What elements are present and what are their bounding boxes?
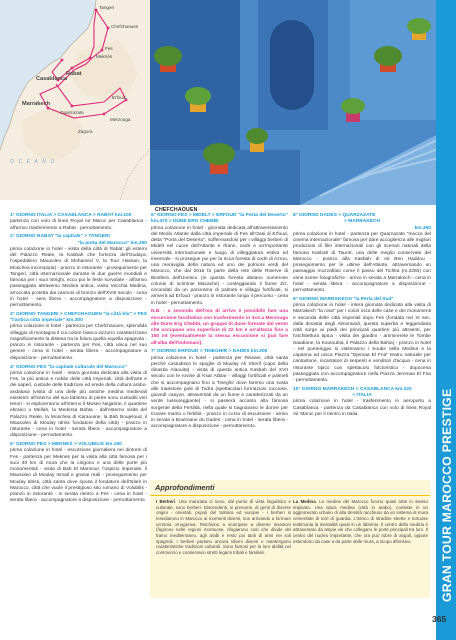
day-9-text: prima colazione in hotel - intera giornata dedicata alla visita di Marrakech "la rosa" per i colori ocra delle case e dei monumenti e seconda delle città imperiali dopo Fes (fondata nel XI sec. dalla dinastia degli Almoravidi, questa superba e leggendaria città sorge ai piedi dei principali quartieri più attraenti, per l'architettura tipica - visita dei giardini - ammirerete le Tombe Saadiane, la Koutoubia, il Palazzo della Bahia) - pranzo in hotel - nel pomeriggio si visiteranno i Souks nella Medina e la capanna ed unica Piazza "Djemaa El Fna" teatro naturale per cantastorie, incantatori di serpenti e venditori d'acqua - cena in ristorante tipico con spettacolo folcloristico - dopocena passeggiata con accompagnatore nella Piazza Jemmaa El Fna - pernottamento. [293, 303, 431, 384]
nb-note [151, 309, 288, 347]
map-label-meknes: Meknès [96, 54, 113, 59]
day-7 [151, 349, 288, 430]
berberi-body: . Una manciata ci sono, dal punto di vista linguistico e culturale, sono berberi. Discendenti, si presume, di genti di diverse origini - orientali, popoli del Sahara ed europei - i berberi si insediarono in Marocco ai momenti diversi, non arrivando a formare un'etnia omogenea. Rischiono a scampare a diverse invasioni (fugirono nelle regioni montuose, rifugiarono così che divide del tramo mediterraneo, agli arabi e resto poi tanti di armi nei soli spagnoli. I berberi parlano ancora idiomi diversi e mantengono caratteristiche tradizioni culturali. Sono famosi per la loro abilità nel commercio e conservano stretti legami tribali e familiari. [156, 499, 292, 555]
day-4-text: prima colazione in hotel - intera giornata dedicata alla visita di Fes, la più antica e nobile delle città imperiali, città dell'arte e dei saperi, custode delle tradizioni ed erede della cultura arabo-andalusa (visita di una delle più antiche medina medievali esistenti: all'interno del suo labirinto di pietre sono custoditi veri tesori - si esploreranno all'interno il Museo Nejjarine, il quartiere ebraico o Mellah, la Medersa Bahta - dall'esterno visita del Palazzo Reale, la Moschea di Karaouine, la Bab Boujeloud, il Mausoleo di Moulay Idriss fondatore della città) - pranzo in ristorante - cena in hotel - serata libera - accompagnatore a disposizione - pernottamento. [10, 370, 147, 439]
day-6 [151, 213, 288, 307]
berberi-lead: I Berberi [156, 499, 176, 504]
nb-note-text: N.B. - a seconda dell'ora di arrivo è possibile fare una escursione facoltativa con trasferimento in 4x4 a Merzouga alle Dune Erg Chebbi, un gruppo di dune formate dal vento che occupano una superficie di 22 km e un'altezza fino a 150 mt (eventualmente la stessa escursione si può fare all'alba dell'indomani). [151, 309, 288, 346]
day-6-heading: 6° GIORNO FES > MIDELT > ERFOUD "la Porta del Deserto" km.470 > DUNE ERG CHEBBI [151, 213, 288, 225]
day-10-text: prima colazione in hotel - trasferimento in aeroporto a Casablanca - partenza da Casablanca con volo di linea Royal Air Maroc per il rientro in Italia. [293, 399, 431, 417]
page-number: 365 [432, 614, 447, 624]
map-label-chefchaouen: Chefchaouen [111, 24, 139, 29]
day-4 [10, 365, 147, 440]
itinerary-map [0, 0, 150, 200]
day-6-text: prima colazione in hotel - giornata dedicata all'attraversamento del Medio Atlante dalla città imperiale di Fes all'Oasi di Erfoud, detta "Porta del Deserto", soffermandosi per i villaggi berberi di Midelt nel cuore dell'Atlante e Ifrane, cedri e un'importante università internazionale e luogo di villeggiatura estiva ed invernale - si prosegue poi per la ricca foresta di cedri di Azrou, una meraviglia della natura ed uno dei polmoni verdi del Marocco, che dal 2016 fa parte della rete delle Riserve di Biosfera dell'Unesco (in questa foresta abitano numerose colonie di scimmie Macache) - costeggiando il fiume Ziz, circondati da un panorama di palmeti e villaggi fortificati, si arriverà ad Erfoud - pranzo in ristorante lungo il percorso - cena in hotel - pernottamento. [151, 225, 288, 306]
day-8-distance: km.350 [414, 225, 431, 231]
approfondimenti-title: Approfondimenti [155, 483, 215, 492]
day-3-text: prima colazione in hotel - partenza per Chefchaouen, splendida villaggio di montagna il cui colore bianco-azzurro caratterizzano magnificamente la distesa tra la fulura quella equella spagnola - pranzo in ristorante - partenza per Fes, città unica nel suo genere - cena in hotel - serata libera - accompagnatore a disposizione - pernottamento. [10, 324, 147, 361]
map-label-fes: Fes [105, 46, 113, 51]
day-10 [293, 387, 431, 418]
map-label-casablanca: Casablanca [36, 76, 68, 82]
itinerary-column-2 [151, 213, 288, 433]
day-8-subheading: > MARRAKECH [344, 219, 380, 225]
side-brand-text: GRAN TOUR MAROCCO PRESTIGE [440, 388, 454, 602]
day-7-heading: 7° GIORNO ERFOUD > TINEGHIR > DADES km.200 [151, 349, 268, 355]
day-2-subheading: "la porta del Marocco" km.250 [77, 240, 147, 246]
approfondimenti-box [150, 480, 430, 598]
day-5-heading: 5° GIORNO FES > MEKNES > VOLUBILIS km.160 [10, 442, 122, 448]
day-3-heading: 3° GIORNO TANGERI > CHEFCHAOUEN "la città blu" > FES "l'antica città imperiale" km.300 [10, 311, 147, 324]
map-label-tangeri: Tangeri [99, 5, 115, 10]
day-10-subheading: > ITALIA [352, 393, 372, 399]
day-8 [293, 213, 431, 294]
photo-caption: CHEFCHAOUEN [155, 207, 198, 213]
day-3 [10, 312, 147, 362]
medina-body: . Le medine del Marocco furono quasi tutte lo stesso impianto. Una tipica medina (città in arabo), consiste in un agglomerato urbano di alta densità racchiuso da un sistema di mura cementate di torri di guardia. L'intrico di stradine strette e tortuose testimonia la mentalità quasi in un labirinto. Il centro della medina è attraversato da ampie vie che collegano le porte principali tra loro. Il centro del nucleo importante, che ora può rubre di angoli, oppure estendono da case a da parte delle mura, a scopo difensivo. [293, 499, 428, 544]
chefchaouen-photo [150, 0, 456, 205]
day-8-text: prima colazione in hotel - partenza per Quarzazate "mecca del cinema internazionale" famosa per dare accoglienza alle migliori produzioni di film internazionali con gli scenari naturali della famosa Kasbah di Taurirt, una delle meglio conservate del Marocco - pranzo alla Kasbah di Ait Ben Haddou - proseguimento per le ultime dell'Atlante, attraversando un paesaggio mozzafiato come il passo del Tichka (m.2260) con vane scene fotografiche - arrivo in serata a Marrakech - cena in hotel - serata libera - accompagnatore a disposizione - pernottamento. [293, 231, 431, 293]
day-9-heading: 9° GIORNO MARRAKECH "la Perla del Sud" [293, 296, 394, 302]
photo-graphic [150, 0, 456, 205]
day-5 [10, 442, 147, 505]
day-1-text: partenza con volo di linea Royal Air Maroc per Casablanca - all'arrivo trasferimento a Rabat - pernottamento. [10, 219, 147, 231]
medina-lead: La Medina [293, 499, 316, 504]
map-graphic [0, 0, 150, 200]
approfondimenti-divider [150, 495, 430, 496]
day-9 [293, 297, 431, 385]
day-4-heading: 4° GIORNO FES "la capitale culturale del Marocco" [10, 364, 127, 370]
day-2-text: prima colazione in hotel - visita della città di Rabat: gli esterni del Palazzo Reale, la Kasbah che fortezza dell'Oudaya, l'ospedaliero Mausoleo di Mohamed V, la Tour Hassan, la Moschea incompiuta) - pranzo in ristorante - proseguimento per Tangeri, città internazionale durante le due guerre mondiali e famosa per i suoi intrighi, ecco poi le feste sorvolate - all'arrivo passeggiata attraverso Medina antica, visita Vecchia Medina, arroccata protetta dai cannoni di bronzo dell'XVIII secolo - cena in hotel - sera libera - accompagnatore a disposizione - pernottamento. [10, 246, 147, 309]
map-label-merzouga: Merzouga [110, 117, 131, 122]
day-5-text: prima colazione in hotel - escursione giornaliera nei dintorni di Fes - partenza per Meknes per la visita alla città famosa per i suoi 40 km di mura che la cingono e una delle porte più monumentali - visita di Bab El Mansour, l'ospizio imperiale, il Mausoleo di Moulay Ismail e granai reali - proseguimento per Moulay Idriss, città santa dove riposa il fondatore dell'Islam in Marocco, città che vuole il prestigioso sito romano di Volubilis - pranzo in ristorante - in serata rientro a Fes - cena in hotel - serata libera - accompagnatore a disposizione - pernottamento. [10, 448, 147, 504]
map-label-ouarzazate: Ouarzazate [60, 110, 84, 115]
day-2-heading: 2° GIORNO RABAT "la capitale" > TANGERI [10, 234, 110, 240]
map-label-erfoud: Erfoud [112, 95, 126, 100]
day-10-heading: 10° GIORNO MARRAKECH > CASABLANCA km.220 [293, 386, 412, 392]
map-label-ocean: O C E A N O [10, 159, 56, 165]
map-label-zagora: Zagora [78, 129, 93, 134]
itinerary-column-1 [10, 213, 147, 507]
day-2 [10, 234, 147, 309]
day-1 [10, 213, 147, 232]
map-label-rabat: Rabat [66, 71, 82, 77]
day-8-heading: 8° GIORNO DADES > QUARZAZATE [293, 213, 376, 218]
berberi-text [156, 499, 291, 556]
day-1-heading: 1° GIORNO ITALIA > CASABLANCA > RABAT km.100 [10, 213, 132, 218]
medina-text [293, 499, 428, 544]
itinerary-column-3 [293, 213, 431, 421]
map-label-marrakech: Marrakech [22, 101, 50, 107]
day-7-text: prima colazione in hotel - partenza per Rissani, città santa perché custodisce le spoglie di Moulay Ali Sherif (capo della dinastia Alaouita) - visita di questa antica Kasbah del XVII secolo con le rovine di Ksar Abbar - villaggi fortificati e palmeti che si accompagnano fino a Tineghir dove faremo una sosta alle maestose gole di Todra (spettacolari formazioni rocciose, giovedì canyon, attraversati da un fiume e caratterizzati da un verde lussureggiante) - si passerà accanto alla famosa sorgente della Fertilità, nella quale si bagnavano le donne per trovare marito o fertilità - pranzo in corso di escursione - arrivo in serata a Boulmane du Dades - cena in hotel - serata libera - accompagnatore a disposizione - pernottamento. [151, 355, 288, 430]
